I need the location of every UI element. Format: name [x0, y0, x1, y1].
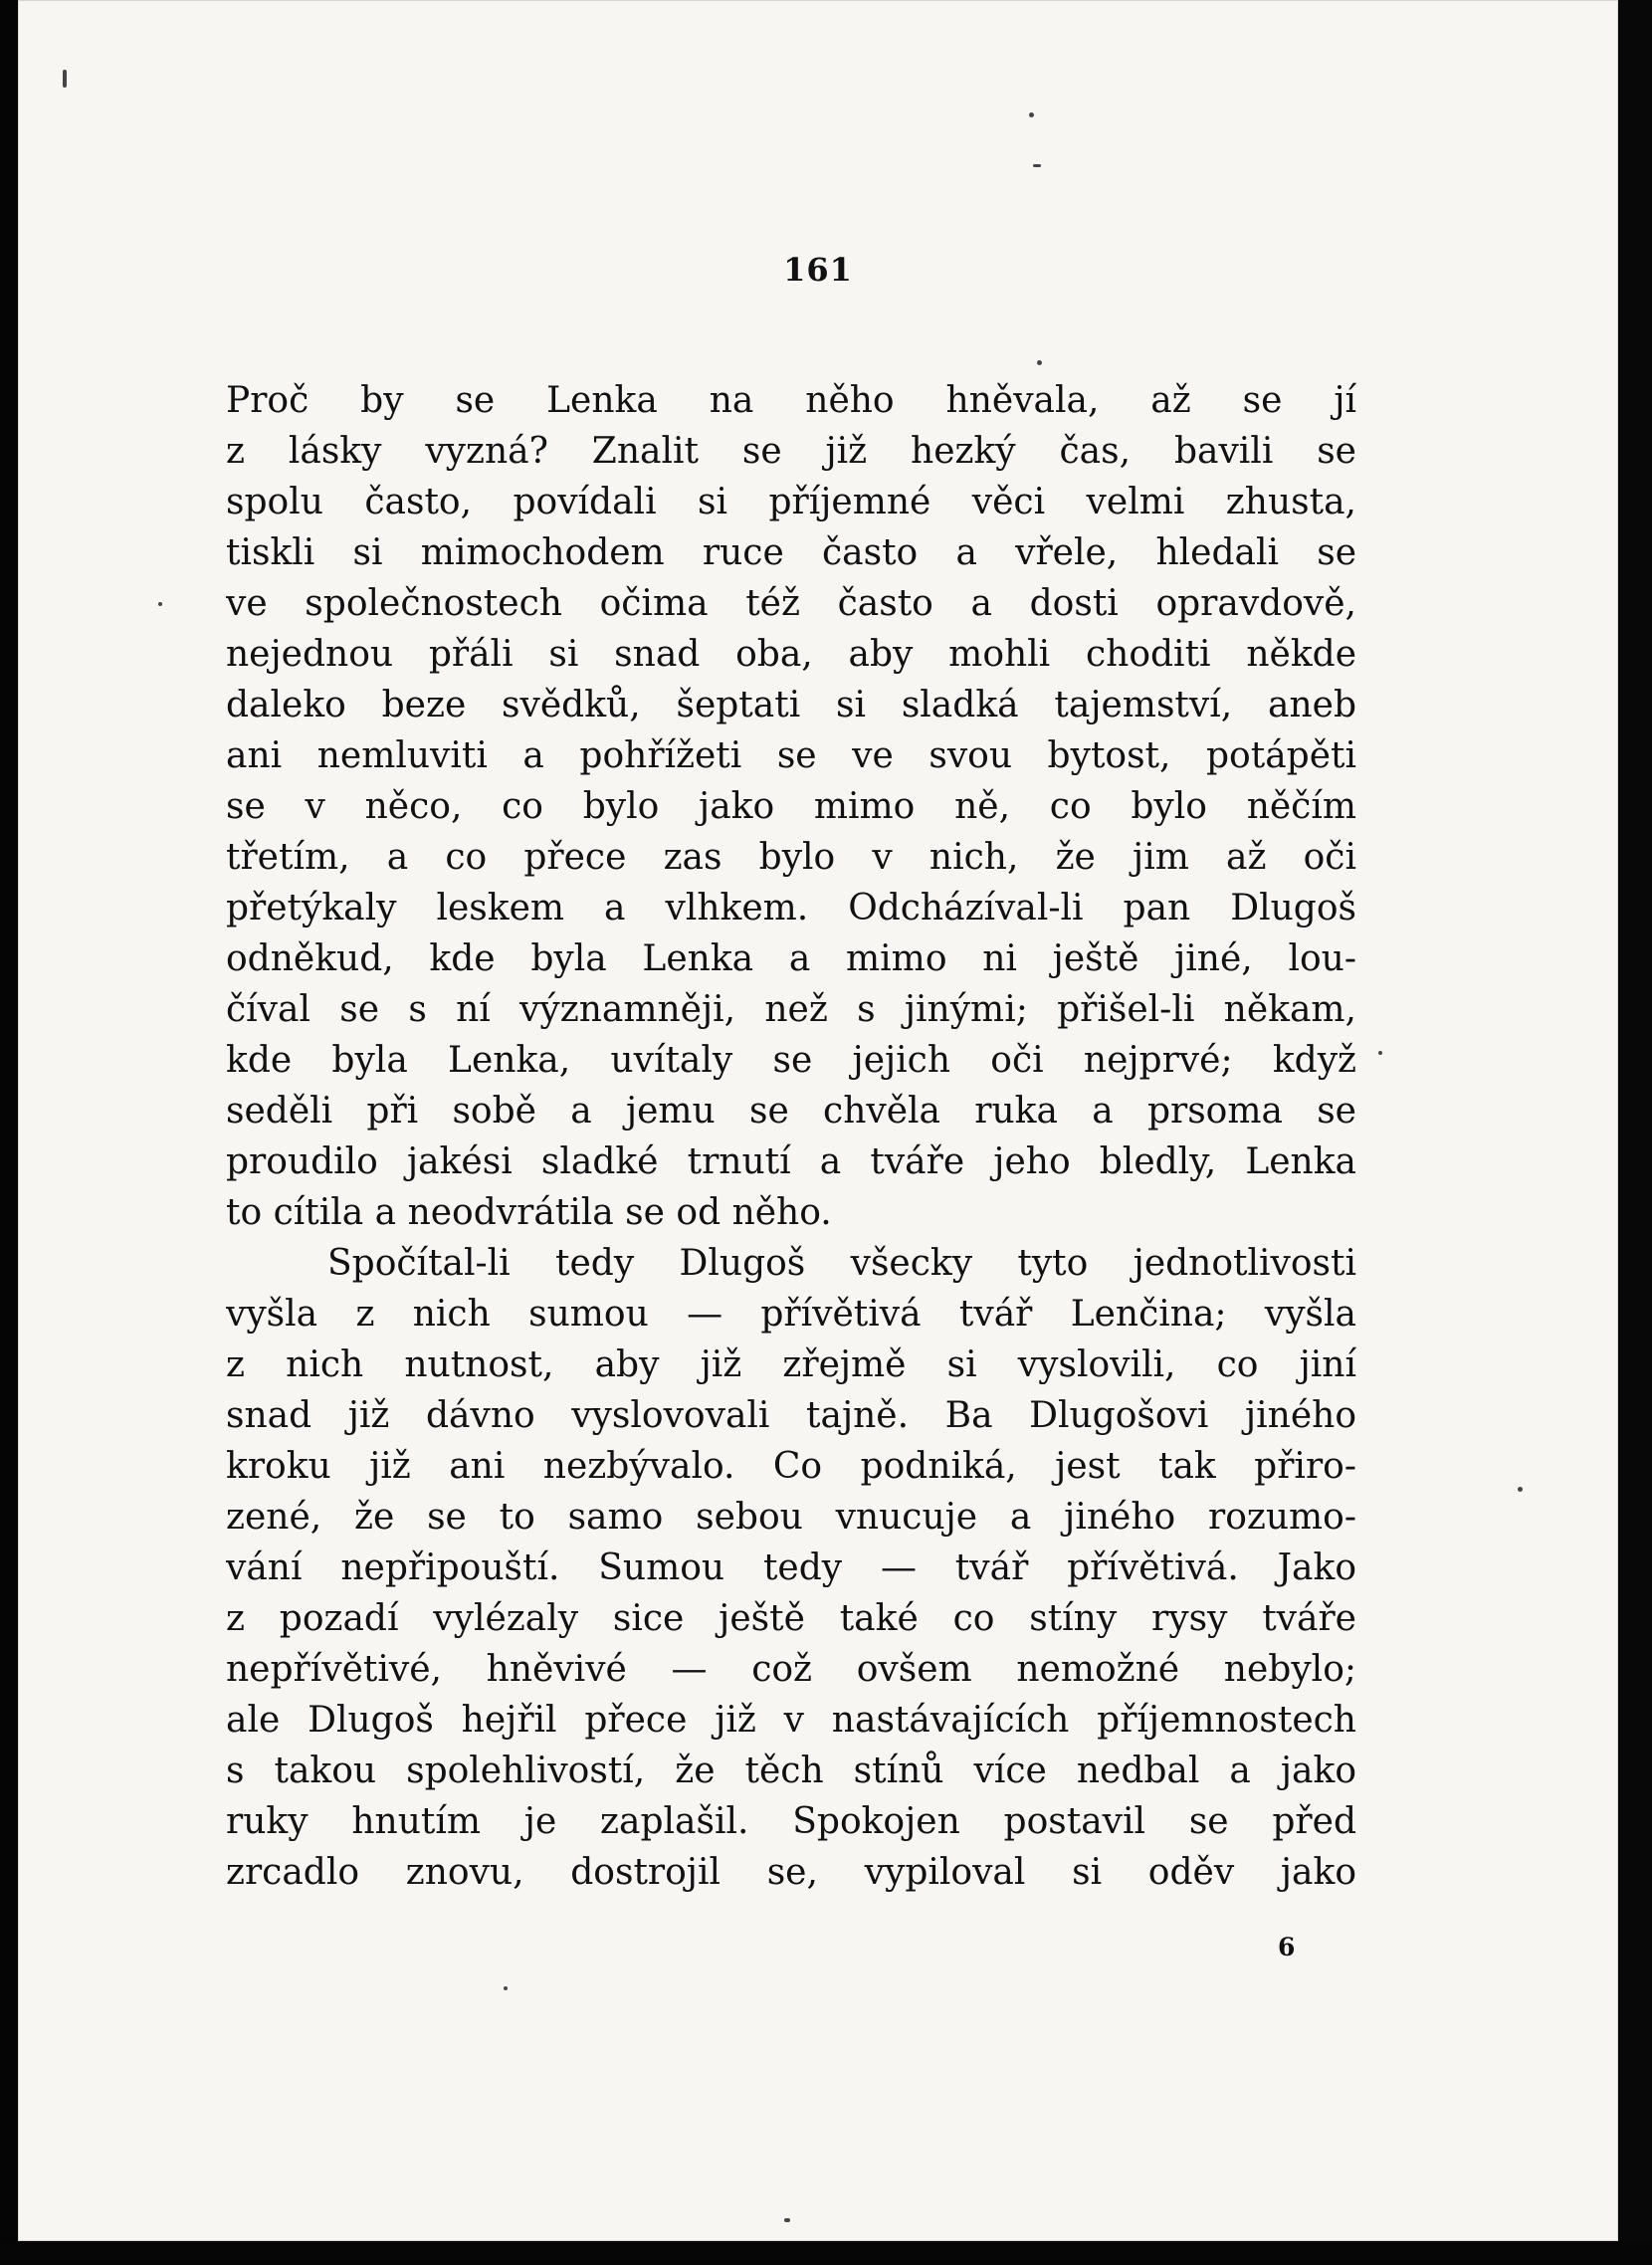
- left-scan-border: [0, 0, 18, 2265]
- text-line: ve společnostech očima též často a dosti opravdově,: [226, 583, 1356, 624]
- text-line: tiskli si mimochodem ruce často a vřele, hledali se: [226, 532, 1356, 573]
- text-line: vání nepřipouští. Sumou tedy — tvář přívětivá. Jako: [226, 1547, 1356, 1588]
- printer-signature-mark: 6: [1278, 1933, 1296, 1961]
- text-line: zrcadlo znovu, dostrojil se, vypiloval si oděv jako: [226, 1852, 1356, 1893]
- text-line: odněkud, kde byla Lenka a mimo ni ještě jiné, lou-: [226, 938, 1356, 979]
- text-line: se v něco, co bylo jako mimo ně, co bylo něčím: [226, 786, 1356, 827]
- text-line: ruky hnutím je zaplašil. Spokojen postavil se před: [226, 1801, 1356, 1842]
- text-line: seděli při sobě a jemu se chvěla ruka a prsoma se: [226, 1091, 1356, 1132]
- text-line: vyšla z nich sumou — přívětivá tvář Lenčina; vyšla: [226, 1294, 1356, 1335]
- scan-speck: [1037, 360, 1042, 365]
- scan-speck: [784, 2218, 790, 2222]
- text-line: proudilo jakési sladké trnutí a tváře jeho bledly, Lenka: [226, 1141, 1356, 1182]
- bottom-scan-border: [0, 2241, 1652, 2265]
- scan-speck: [1378, 1051, 1382, 1055]
- scan-speck: [504, 1986, 508, 1990]
- text-line: číval se s ní významněji, než s jinými; přišel-li někam,: [226, 989, 1356, 1030]
- right-scan-border: [1618, 0, 1652, 2265]
- scan-speck: [1029, 112, 1034, 117]
- text-line: kroku již ani nezbývalo. Co podniká, jest tak přiro-: [226, 1446, 1356, 1487]
- text-line: nepřívětivé, hněvivé — což ovšem nemožné nebylo;: [226, 1649, 1356, 1690]
- text-line: snad již dávno vyslovovali tajně. Ba Dlugošovi jiného: [226, 1395, 1356, 1436]
- text-line: to cítila a neodvrátila se od něho.: [226, 1192, 832, 1233]
- text-line: kde byla Lenka, uvítaly se jejich oči nejprvé; když: [226, 1040, 1356, 1081]
- text-line: ale Dlugoš hejřil přece již v nastávajících příjemnostech: [226, 1700, 1356, 1741]
- text-line: zené, že se to samo sebou vnucuje a jiného rozumo-: [226, 1497, 1356, 1538]
- scan-speck: [158, 602, 162, 606]
- text-line: třetím, a co přece zas bylo v nich, že jim až oči: [226, 837, 1356, 878]
- scan-speck: [63, 70, 67, 88]
- text-line: Proč by se Lenka na něho hněvala, až se jí: [226, 380, 1356, 421]
- page-number: 161: [783, 251, 853, 289]
- text-line: Spočítal-li tedy Dlugoš všecky tyto jednotlivosti: [327, 1243, 1356, 1284]
- text-line: z nich nutnost, aby již zřejmě si vyslovili, co jiní: [226, 1344, 1356, 1385]
- text-line: spolu často, povídali si příjemné věci velmi zhusta,: [226, 482, 1356, 522]
- scan-speck: [1518, 1487, 1523, 1492]
- text-line: daleko beze svědků, šeptati si sladká tajemství, aneb: [226, 685, 1356, 725]
- scan-speck: [1033, 164, 1041, 167]
- text-line: z lásky vyzná? Znalit se již hezký čas, bavili se: [226, 431, 1356, 472]
- text-line: přetýkaly leskem a vlhkem. Odcházíval-li pan Dlugoš: [226, 888, 1356, 928]
- text-line: z pozadí vylézaly sice ještě také co stíny rysy tváře: [226, 1598, 1356, 1639]
- text-line: s takou spolehlivostí, že těch stínů více nedbal a jako: [226, 1750, 1356, 1791]
- text-line: ani nemluviti a pohřížeti se ve svou bytost, potápěti: [226, 735, 1356, 776]
- book-page: [18, 0, 1618, 2241]
- body-text: [226, 375, 1356, 1898]
- text-line: nejednou přáli si snad oba, aby mohli choditi někde: [226, 634, 1356, 675]
